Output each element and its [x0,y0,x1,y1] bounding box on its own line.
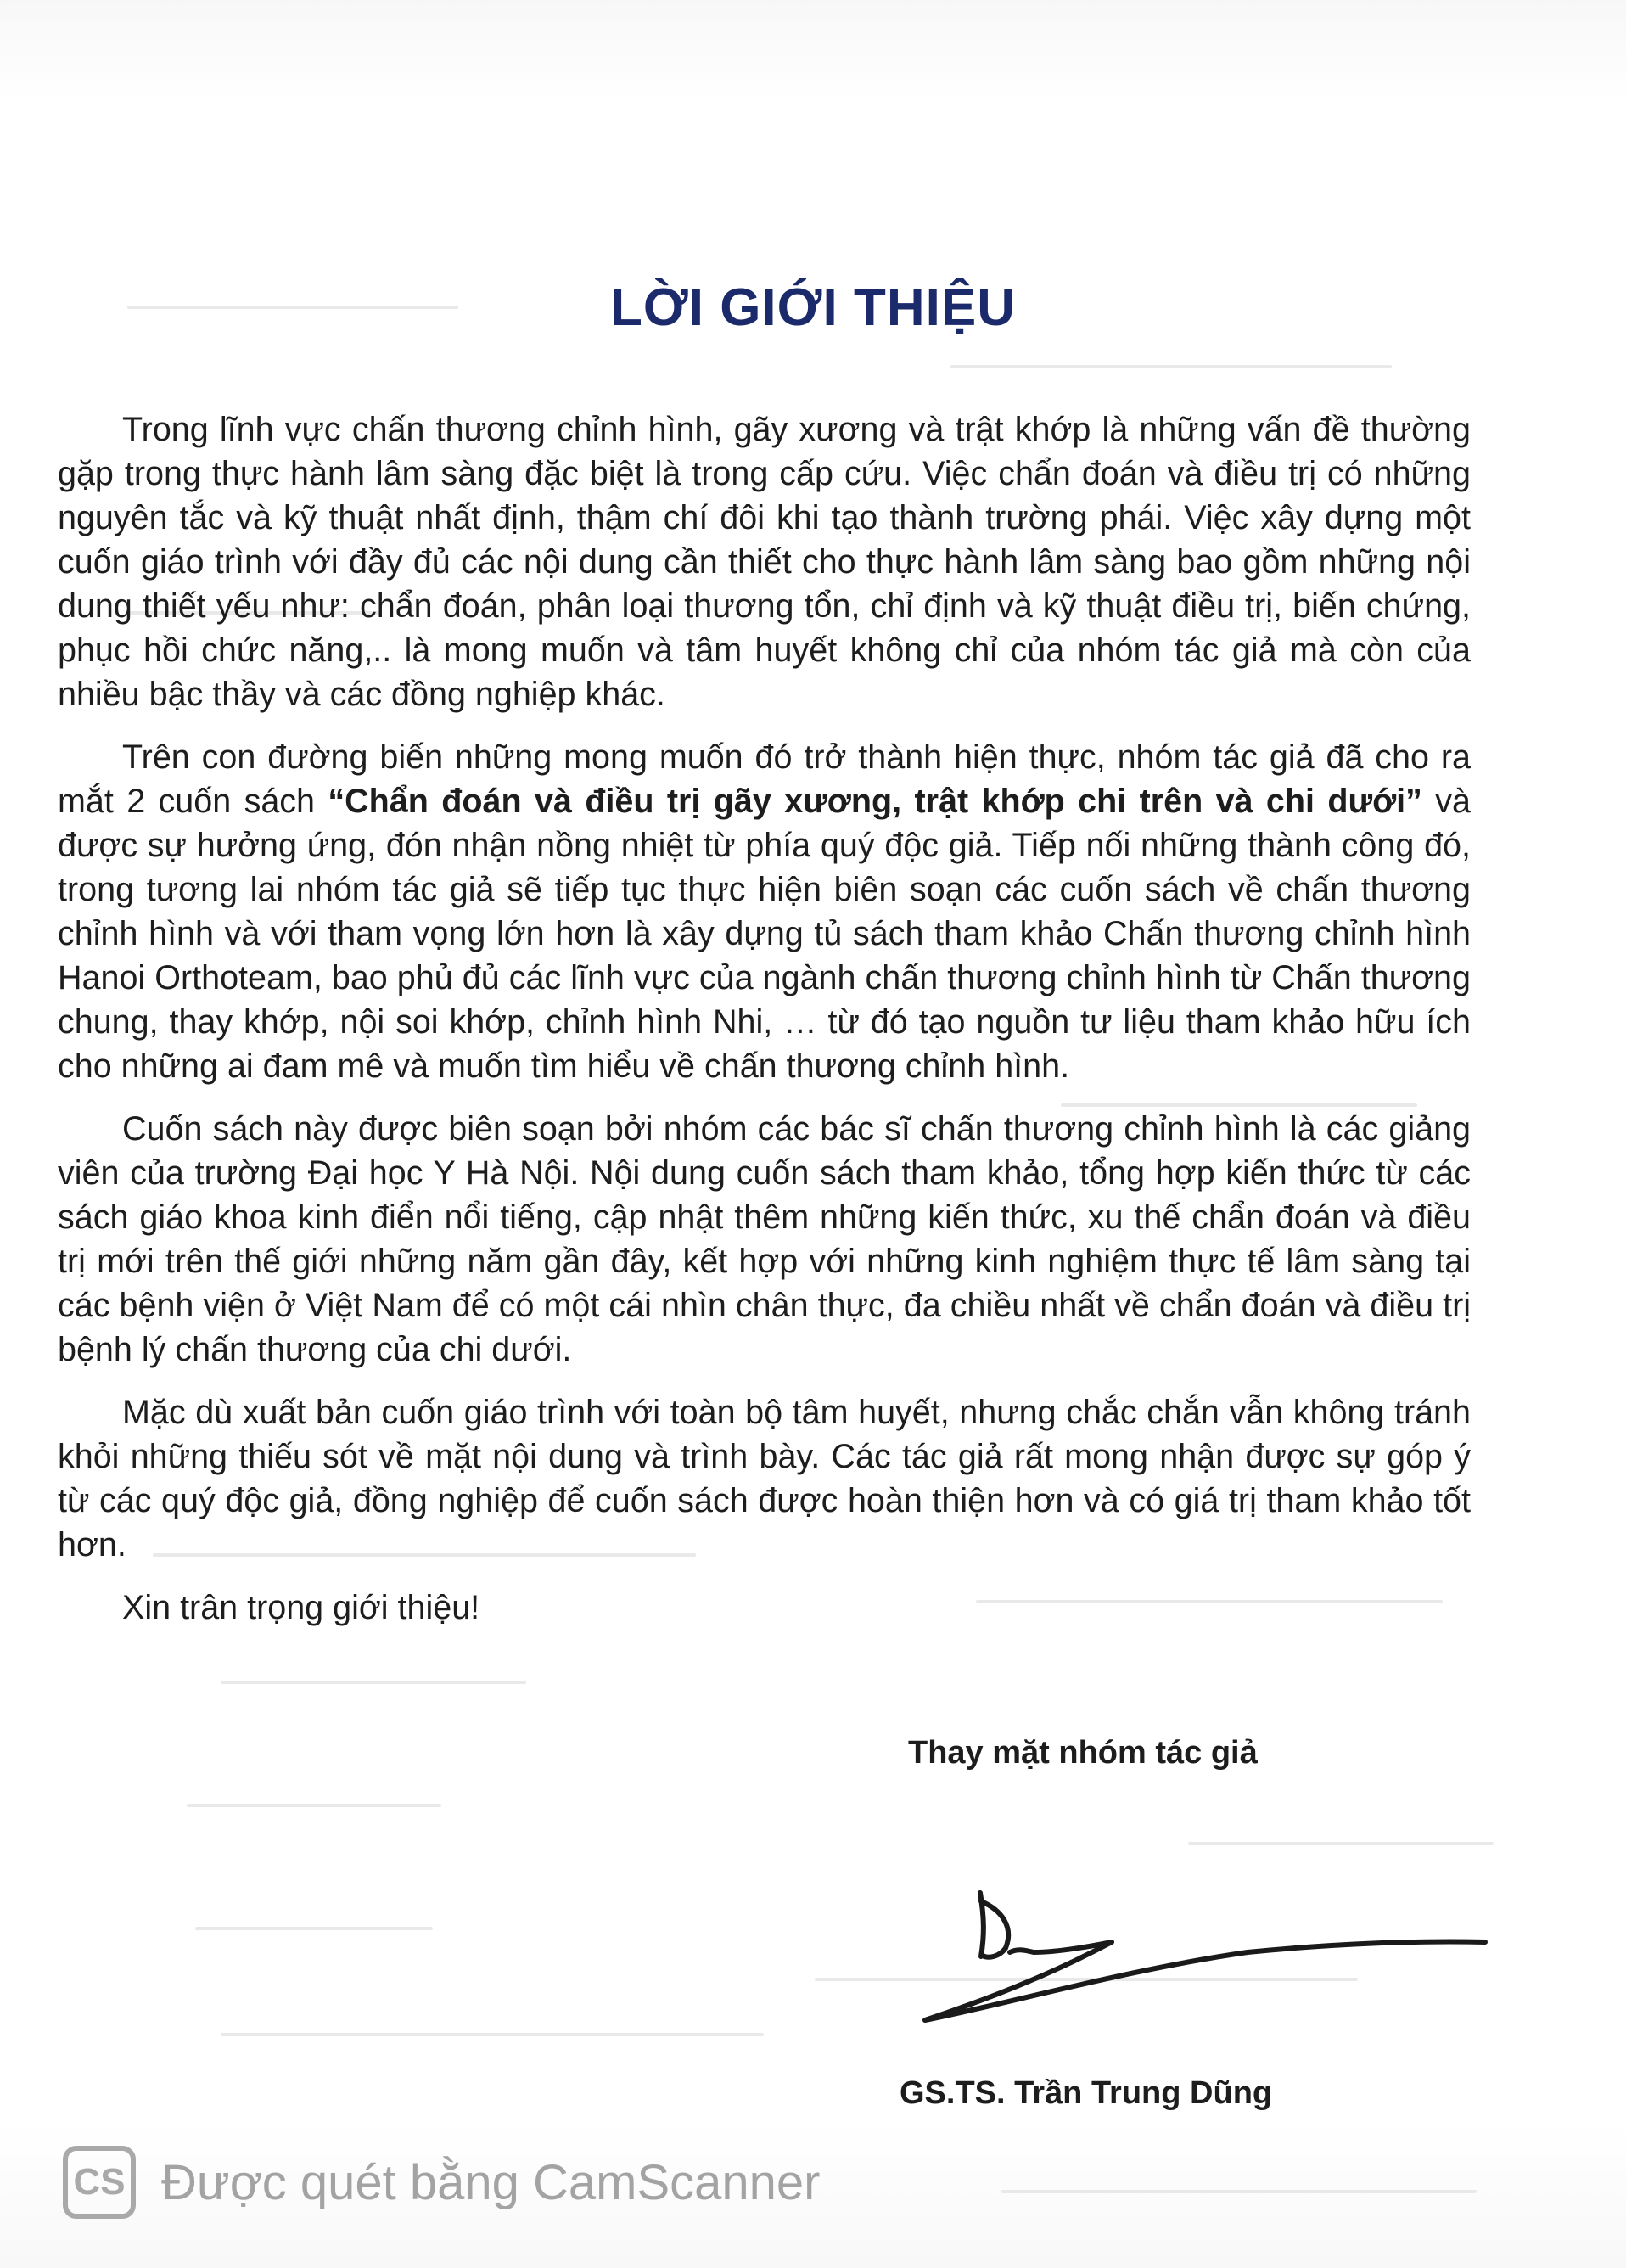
bleed-through-line [221,2033,764,2036]
paragraph-1: Trong lĩnh vực chấn thương chỉnh hình, gãy xương và trật khớp là những vấn đề thường gặp trong thực hành lâm sàng đặc biệt là trong cấp cứu. Việc chẩn đoán và điều trị có những nguyên tắc và kỹ thuật nhất định, thậm chí đôi khi tạo thành trường phái. Việc xây dựng một cuốn giáo trình với đầy đủ các nội dung cần thiết cho thực hành lâm sàng bao gồm những nội dung thiết yếu như: chẩn đoán, phân loại thương tổn, chỉ định và kỹ thuật điều trị, biến chứng, phục hồi chức năng,.. là mong muốn và tâm huyết không chỉ của nhóm tác giả mà còn của nhiều bậc thầy và các đồng nghiệp khác. [58,411,1471,713]
bleed-through-line [187,1804,441,1807]
on-behalf-label: Thay mặt nhóm tác giả [908,1735,1258,1771]
bleed-through-line [1001,2190,1477,2193]
paragraph-2 [58,735,1471,1088]
book-title-bold: “Chẩn đoán và điều trị gãy xương, trật khớp chi trên và chi dưới” [328,783,1422,820]
paragraph-4: Mặc dù xuất bản cuốn giáo trình với toàn bộ tâm huyết, nhưng chắc chắn vẫn không tránh khỏi những thiếu sót về mặt nội dung và trình bày. Các tác giả rất mong nhận được sự góp ý từ các quý độc giả, đồng nghiệp để cuốn sách được hoàn thiện hơn và có giá trị tham khảo tốt hơn. [58,1394,1471,1563]
page-title: LỜI GIỚI THIỆU [609,278,1016,337]
bleed-through-line [1188,1842,1494,1845]
bleed-through-line [221,1681,526,1684]
paragraph-3: Cuốn sách này được biên soạn bởi nhóm các bác sĩ chấn thương chỉnh hình là các giảng viên của trường Đại học Y Hà Nội. Nội dung cuốn sách tham khảo, tổng hợp kiến thức từ các sách giáo khoa kinh điển nổi tiếng, cập nhật thêm những kiến thức, xu thế chẩn đoán và điều trị mới trên thế giới những năm gần đây, kết hợp với những kinh nghiệm thực tế lâm sàng tại các bệnh viện ở Việt Nam để có một cái nhìn chân thực, đa chiều nhất về chẩn đoán và điều trị bệnh lý chấn thương của chi dưới. [58,1110,1471,1368]
camscanner-logo-icon: CS [63,2146,136,2219]
camscanner-watermark [63,2146,821,2219]
paragraph-2-text-start: Trên con đường biến những mong muốn đó trở thành hiện thực, nhóm tác giả đã cho ra mắt 2 cuốn sách [58,738,1471,820]
signer-name: GS.TS. Trần Trung Dũng [900,2075,1273,2111]
introduction-body [58,407,1471,1664]
bleed-through-line [195,1927,433,1930]
watermark-text: Được quét bằng CamScanner [161,2154,821,2210]
handwritten-signature [908,1867,1502,2037]
bleed-through-line [950,365,1392,368]
paragraph-2-text-end: và được sự hưởng ứng, đón nhận nồng nhiệt từ phía quý độc giả. Tiếp nối những thành công đó, trong tương lai nhóm tác giả sẽ tiếp tục thực hiện biên soạn các cuốn sách về chấn thương chỉnh hình và với tham vọng lớn hơn là xây dựng tủ sách tham khảo Chấn thương chỉnh hình Hanoi Orthoteam, bao phủ đủ các lĩnh vực của ngành chấn thương chỉnh hình từ Chấn thương chung, thay khớp, nội soi khớp, chỉnh hình Nhi, … từ đó tạo nguồn tư liệu tham khảo hữu ích cho những ai đam mê và muốn tìm hiểu về chấn thương chỉnh hình. [58,783,1471,1085]
closing-line: Xin trân trọng giới thiệu! [122,1589,480,1626]
